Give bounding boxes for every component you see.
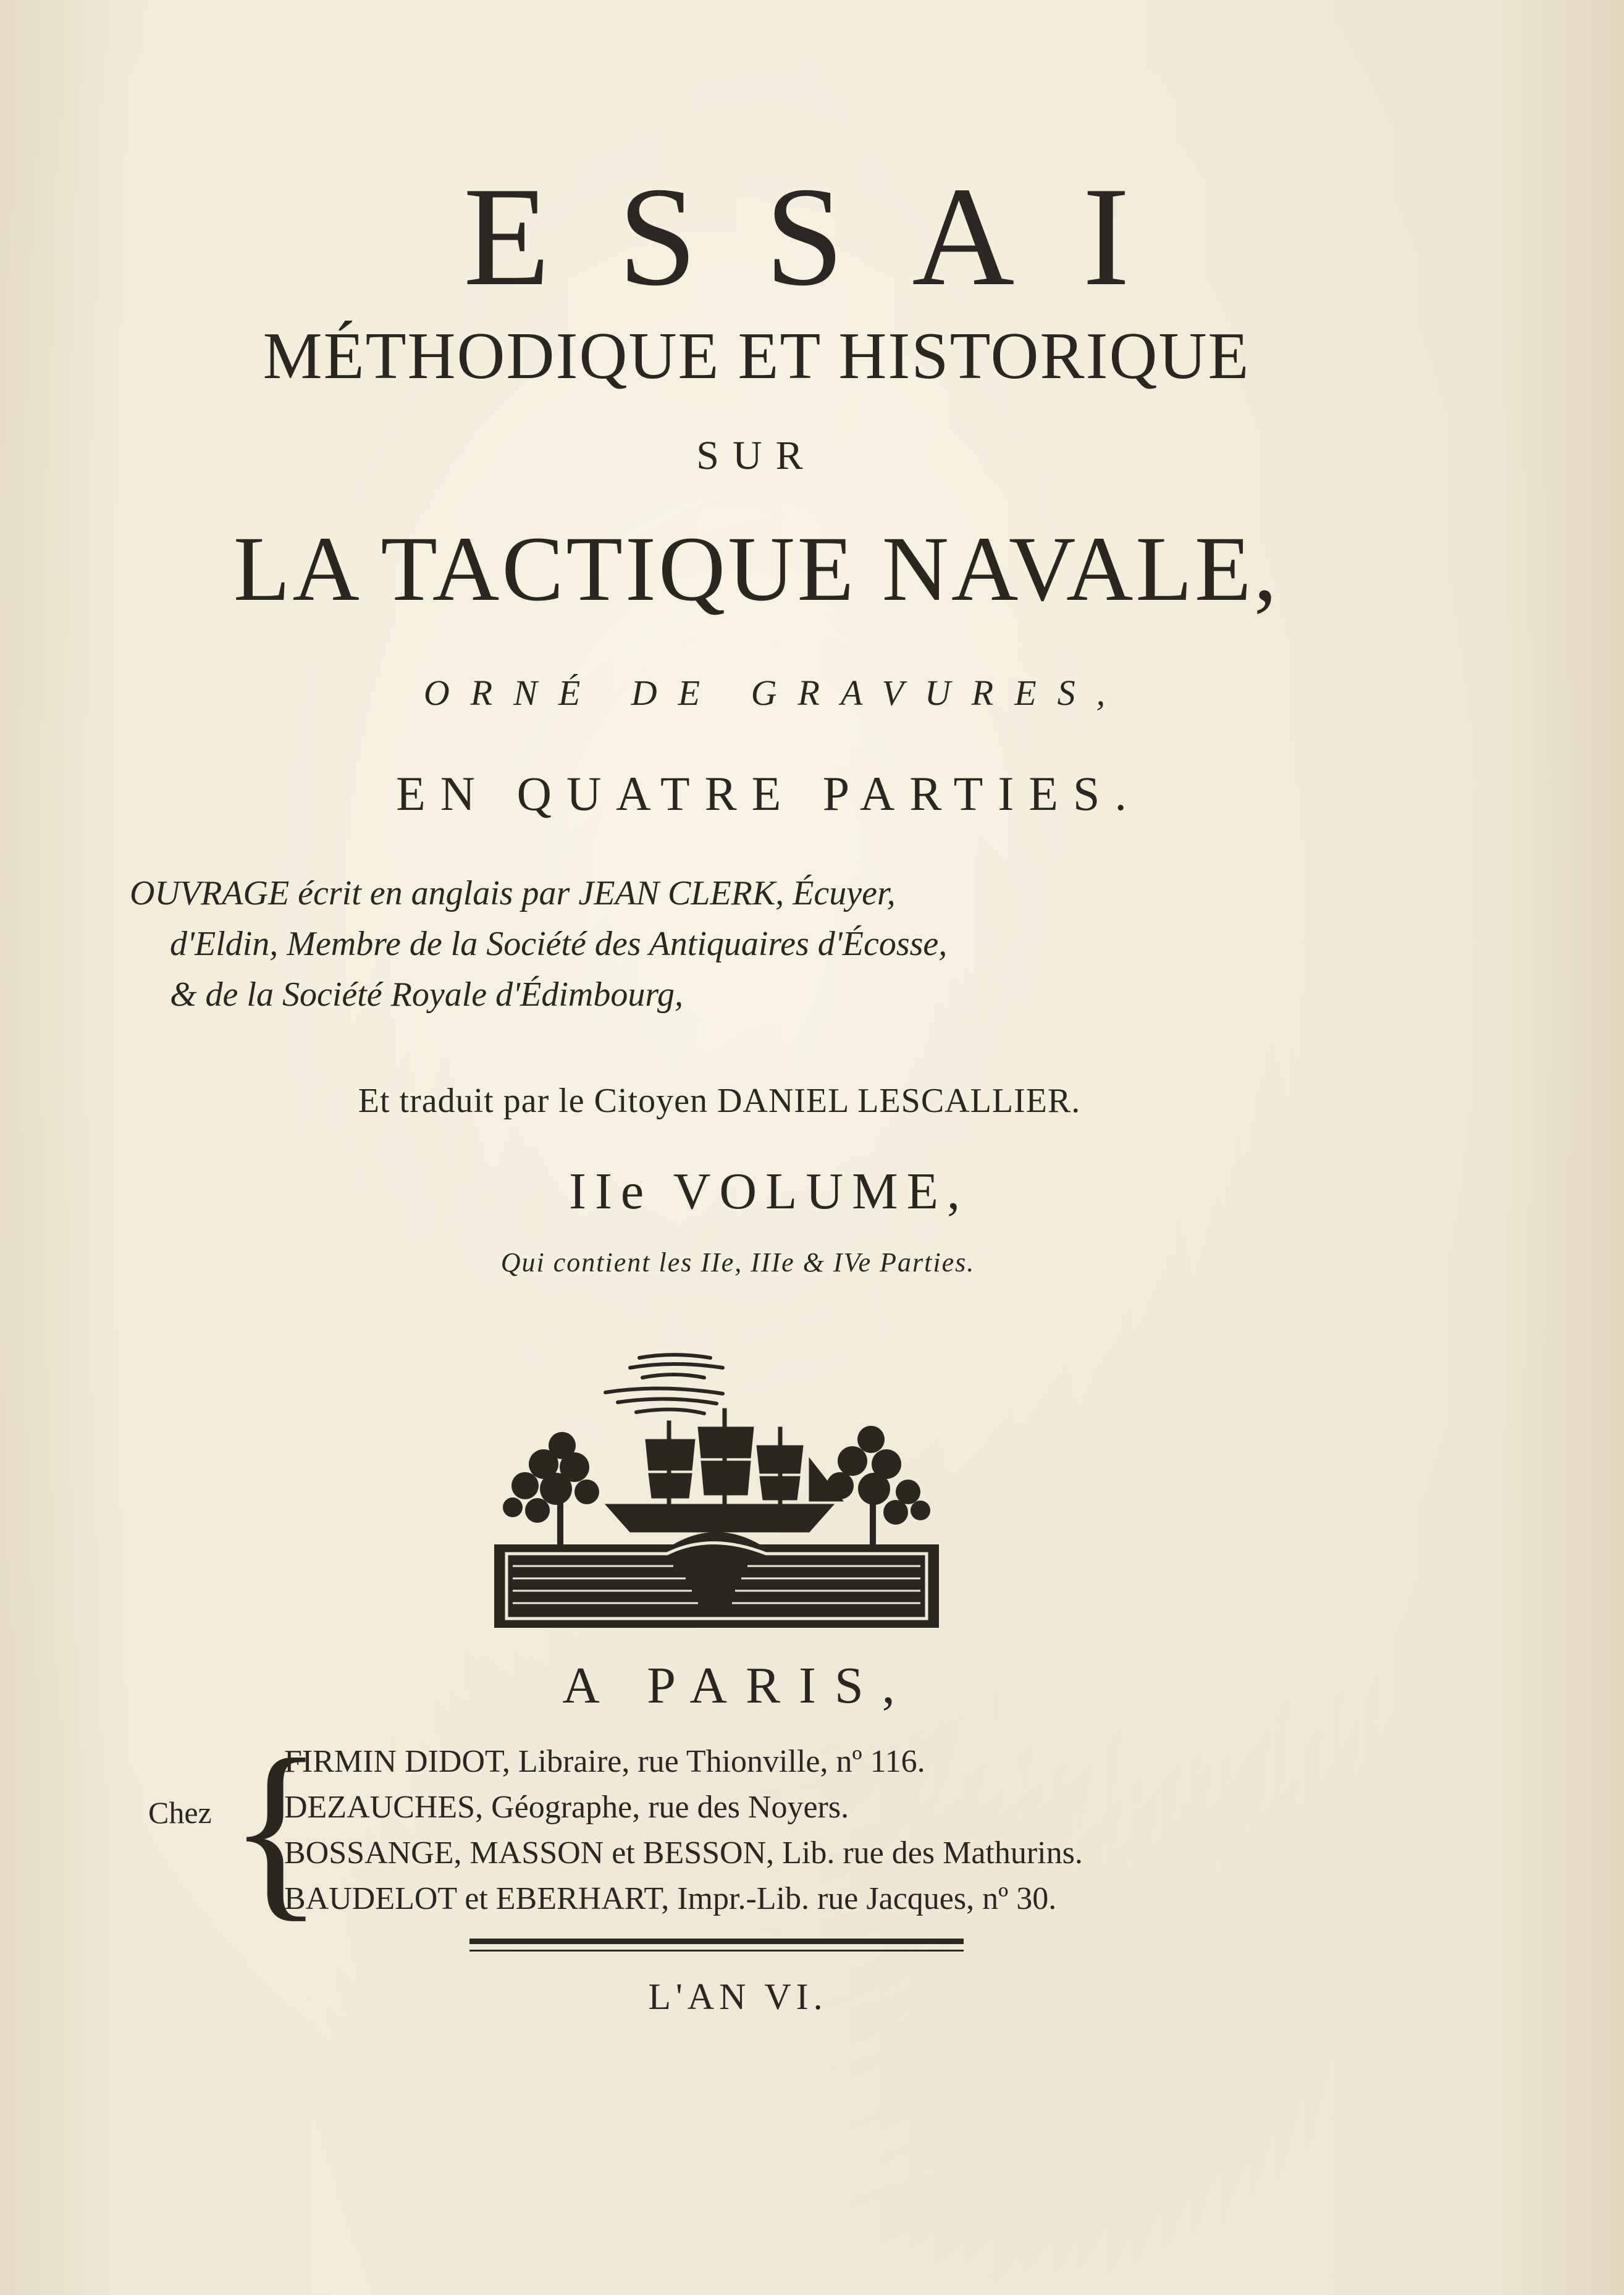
publisher-2: DEZAUCHES, Géographe, rue des Noyers.	[284, 1790, 849, 1825]
authorship-block	[130, 868, 1303, 1020]
title-essai: ESSAI	[463, 158, 1198, 315]
ship-vignette-icon	[488, 1347, 945, 1631]
publisher-3: BOSSANGE, MASSON et BESSON, Lib. rue des Mathurins.	[284, 1835, 1083, 1871]
double-rule-thin	[469, 1950, 964, 1952]
brace-icon: {	[229, 1719, 324, 1938]
title-en-quatre-parties: EN QUATRE PARTIES.	[396, 767, 1142, 820]
title-orne-de-gravures: ORNÉ DE GRAVURES,	[423, 673, 1127, 713]
double-rule-thick	[469, 1939, 964, 1944]
translator-line: Et traduit par le Citoyen DANIEL LESCALLIER.	[358, 1082, 1081, 1120]
title-tactique-navale: LA TACTIQUE NAVALE,	[233, 518, 1280, 620]
title-methodique: MÉTHODIQUE ET HISTORIQUE	[263, 319, 1250, 393]
authorship-line-3: & de la Société Royale d'Édimbourg,	[170, 975, 684, 1014]
volume-contents: Qui contient les IIe, IIIe & IVe Parties.	[500, 1247, 975, 1278]
imprint-city: A PARIS,	[562, 1657, 914, 1714]
title-sur: SUR	[696, 433, 817, 478]
authorship-line-2: d'Eldin, Membre de la Société des Antiquaires d'Écosse,	[170, 925, 948, 963]
publisher-list	[284, 1739, 1083, 1922]
authorship-line-1: OUVRAGE écrit en anglais par JEAN CLERK, Écuyer,	[130, 874, 896, 912]
imprint-year: L'AN VI.	[648, 1976, 828, 2017]
publisher-1: FIRMIN DIDOT, Libraire, rue Thionville, nº 116.	[284, 1744, 925, 1779]
publisher-4: BAUDELOT et EBERHART, Impr.-Lib. rue Jacques, nº 30.	[284, 1881, 1057, 1916]
volume-label: IIe VOLUME,	[568, 1163, 969, 1220]
imprint-chez: Chez	[148, 1795, 212, 1830]
